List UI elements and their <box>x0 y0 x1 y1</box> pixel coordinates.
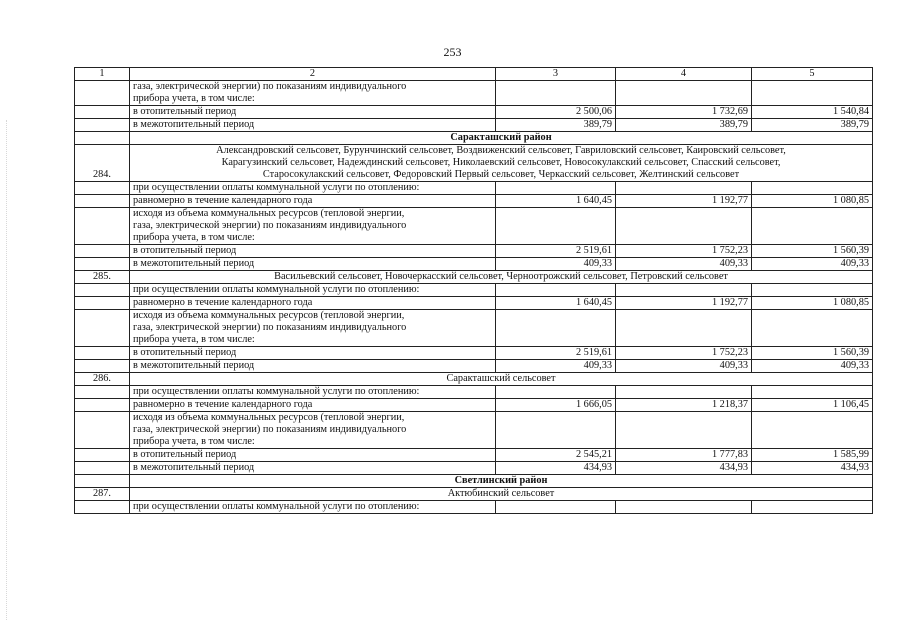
row-description: при осуществлении оплаты коммунальной услуги по отоплению: <box>130 182 496 195</box>
value-col-3: 2 500,06 <box>496 106 616 119</box>
table-row <box>75 284 873 297</box>
value-col-4 <box>616 412 752 449</box>
value-col-3: 409,33 <box>496 258 616 271</box>
row-description: при осуществлении оплаты коммунальной услуги по отоплению: <box>130 386 496 399</box>
value-col-4: 1 777,83 <box>616 449 752 462</box>
value-col-5: 389,79 <box>752 119 873 132</box>
description-line: газа, электрической энергии) по показаниям индивидуального <box>133 424 407 435</box>
column-header-3: 3 <box>496 68 616 81</box>
description-line: прибора учета, в том числе: <box>133 436 255 447</box>
column-header-4: 4 <box>616 68 752 81</box>
row-number <box>75 347 130 360</box>
value-col-5: 434,93 <box>752 462 873 475</box>
description-line: газа, электрической энергии) по показаниям индивидуального <box>133 81 407 92</box>
table-row <box>75 245 873 258</box>
locality-line: Саракташский сельсовет <box>446 373 556 384</box>
locality-names <box>130 145 873 182</box>
value-col-4 <box>616 310 752 347</box>
column-header-1: 1 <box>75 68 130 81</box>
row-description: в межотопительный период <box>130 462 496 475</box>
row-description: в отопительный период <box>130 449 496 462</box>
column-header-2: 2 <box>130 68 496 81</box>
description-line: прибора учета, в том числе: <box>133 232 255 243</box>
value-col-5: 1 560,39 <box>752 245 873 258</box>
row-number <box>75 360 130 373</box>
locality-row <box>75 271 873 284</box>
table-row <box>75 258 873 271</box>
column-header-5: 5 <box>752 68 873 81</box>
value-col-3: 434,93 <box>496 462 616 475</box>
row-description: при осуществлении оплаты коммунальной услуги по отоплению: <box>130 501 496 514</box>
value-col-4: 409,33 <box>616 258 752 271</box>
value-col-5 <box>752 310 873 347</box>
locality-row <box>75 488 873 501</box>
value-col-5: 1 585,99 <box>752 449 873 462</box>
value-col-5 <box>752 386 873 399</box>
value-col-5: 1 106,45 <box>752 399 873 412</box>
row-number <box>75 386 130 399</box>
value-col-3 <box>496 208 616 245</box>
value-col-4: 1 732,69 <box>616 106 752 119</box>
value-col-3: 2 545,21 <box>496 449 616 462</box>
row-number <box>75 258 130 271</box>
value-col-4: 1 192,77 <box>616 195 752 208</box>
value-col-4: 1 752,23 <box>616 245 752 258</box>
value-col-4: 389,79 <box>616 119 752 132</box>
value-col-4 <box>616 386 752 399</box>
locality-names <box>130 488 873 501</box>
value-col-3 <box>496 386 616 399</box>
value-col-5 <box>752 81 873 106</box>
row-description <box>130 81 496 106</box>
value-col-5 <box>752 284 873 297</box>
value-col-3: 1 666,05 <box>496 399 616 412</box>
locality-line: Карагузинский сельсовет, Надеждинский сельсовет, Николаевский сельсовет, Новосокулакский сельсовет, Спасский сельсовет, <box>221 157 781 168</box>
table-row <box>75 195 873 208</box>
table-row <box>75 360 873 373</box>
table-header-row <box>75 68 873 81</box>
row-description: в межотопительный период <box>130 119 496 132</box>
scan-margin-marks <box>6 120 9 620</box>
value-col-5 <box>752 412 873 449</box>
row-description: равномерно в течение календарного года <box>130 195 496 208</box>
value-col-3 <box>496 310 616 347</box>
value-col-4: 1 192,77 <box>616 297 752 310</box>
row-description: в отопительный период <box>130 347 496 360</box>
value-col-3: 389,79 <box>496 119 616 132</box>
row-number: 284. <box>75 145 130 182</box>
row-number <box>75 297 130 310</box>
row-number <box>75 195 130 208</box>
value-col-5 <box>752 182 873 195</box>
value-col-3: 2 519,61 <box>496 245 616 258</box>
row-number <box>75 106 130 119</box>
table-row <box>75 347 873 360</box>
region-title: Светлинский район <box>130 475 873 488</box>
region-row <box>75 475 873 488</box>
value-col-5: 409,33 <box>752 258 873 271</box>
value-col-4 <box>616 284 752 297</box>
value-col-4: 409,33 <box>616 360 752 373</box>
description-line: исходя из объема коммунальных ресурсов (тепловой энергии, <box>133 208 405 219</box>
table-row <box>75 501 873 514</box>
value-col-4: 434,93 <box>616 462 752 475</box>
row-description <box>130 412 496 449</box>
description-line: исходя из объема коммунальных ресурсов (тепловой энергии, <box>133 412 405 423</box>
row-number <box>75 462 130 475</box>
region-row <box>75 132 873 145</box>
row-number <box>75 399 130 412</box>
row-description: при осуществлении оплаты коммунальной услуги по отоплению: <box>130 284 496 297</box>
value-col-4 <box>616 501 752 514</box>
locality-line: Актюбинский сельсовет <box>447 488 555 499</box>
locality-line: Васильевский сельсовет, Новочеркасский сельсовет, Черноотрожский сельсовет, Петровский сельсовет <box>274 271 728 282</box>
value-col-5: 409,33 <box>752 360 873 373</box>
locality-row <box>75 145 873 182</box>
value-col-3: 1 640,45 <box>496 195 616 208</box>
value-col-3: 409,33 <box>496 360 616 373</box>
description-line: газа, электрической энергии) по показаниям индивидуального <box>133 220 407 231</box>
row-number <box>75 208 130 245</box>
row-description: равномерно в течение календарного года <box>130 297 496 310</box>
description-line: исходя из объема коммунальных ресурсов (тепловой энергии, <box>133 310 405 321</box>
row-number: 286. <box>75 373 130 386</box>
row-description: в отопительный период <box>130 245 496 258</box>
row-number <box>75 245 130 258</box>
value-col-4 <box>616 182 752 195</box>
locality-line: Старосокулакский сельсовет, Федоровский Первый сельсовет, Черкасский сельсовет, Желтинский сельсовет <box>262 169 740 180</box>
value-col-5: 1 080,85 <box>752 297 873 310</box>
locality-names <box>130 271 873 284</box>
table-row <box>75 449 873 462</box>
row-number <box>75 310 130 347</box>
value-col-3 <box>496 412 616 449</box>
value-col-4 <box>616 208 752 245</box>
description-line: прибора учета, в том числе: <box>133 334 255 345</box>
value-col-4: 1 218,37 <box>616 399 752 412</box>
value-col-3 <box>496 501 616 514</box>
row-description: в межотопительный период <box>130 360 496 373</box>
value-col-4: 1 752,23 <box>616 347 752 360</box>
row-number <box>75 81 130 106</box>
row-number: 287. <box>75 488 130 501</box>
value-col-3: 1 640,45 <box>496 297 616 310</box>
locality-row <box>75 373 873 386</box>
region-title: Саракташский район <box>130 132 873 145</box>
row-number-cell <box>75 132 130 145</box>
value-col-3 <box>496 284 616 297</box>
tariff-table <box>74 67 873 514</box>
row-number <box>75 501 130 514</box>
row-description: в отопительный период <box>130 106 496 119</box>
row-description <box>130 310 496 347</box>
table-row <box>75 297 873 310</box>
row-number <box>75 119 130 132</box>
value-col-4 <box>616 81 752 106</box>
description-line: газа, электрической энергии) по показаниям индивидуального <box>133 322 407 333</box>
table-row <box>75 119 873 132</box>
page-number: 253 <box>443 45 462 59</box>
value-col-3 <box>496 182 616 195</box>
locality-line: Александровский сельсовет, Бурунчинский сельсовет, Воздвиженский сельсовет, Гавриловский сельсовет, Каировский сельсовет, <box>216 145 786 156</box>
row-number-cell <box>75 475 130 488</box>
table-row <box>75 310 873 347</box>
table-row <box>75 412 873 449</box>
value-col-5 <box>752 208 873 245</box>
row-number: 285. <box>75 271 130 284</box>
locality-names <box>130 373 873 386</box>
row-number <box>75 449 130 462</box>
row-description: в межотопительный период <box>130 258 496 271</box>
row-description: равномерно в течение календарного года <box>130 399 496 412</box>
table-row <box>75 81 873 106</box>
table-row <box>75 208 873 245</box>
description-line: прибора учета, в том числе: <box>133 93 255 104</box>
row-number <box>75 182 130 195</box>
value-col-5: 1 560,39 <box>752 347 873 360</box>
value-col-5: 1 540,84 <box>752 106 873 119</box>
row-number <box>75 412 130 449</box>
value-col-3 <box>496 81 616 106</box>
table-row <box>75 399 873 412</box>
value-col-5 <box>752 501 873 514</box>
row-description <box>130 208 496 245</box>
value-col-5: 1 080,85 <box>752 195 873 208</box>
row-number <box>75 284 130 297</box>
table-row <box>75 182 873 195</box>
value-col-3: 2 519,61 <box>496 347 616 360</box>
table-row <box>75 106 873 119</box>
table-row <box>75 462 873 475</box>
table-row <box>75 386 873 399</box>
